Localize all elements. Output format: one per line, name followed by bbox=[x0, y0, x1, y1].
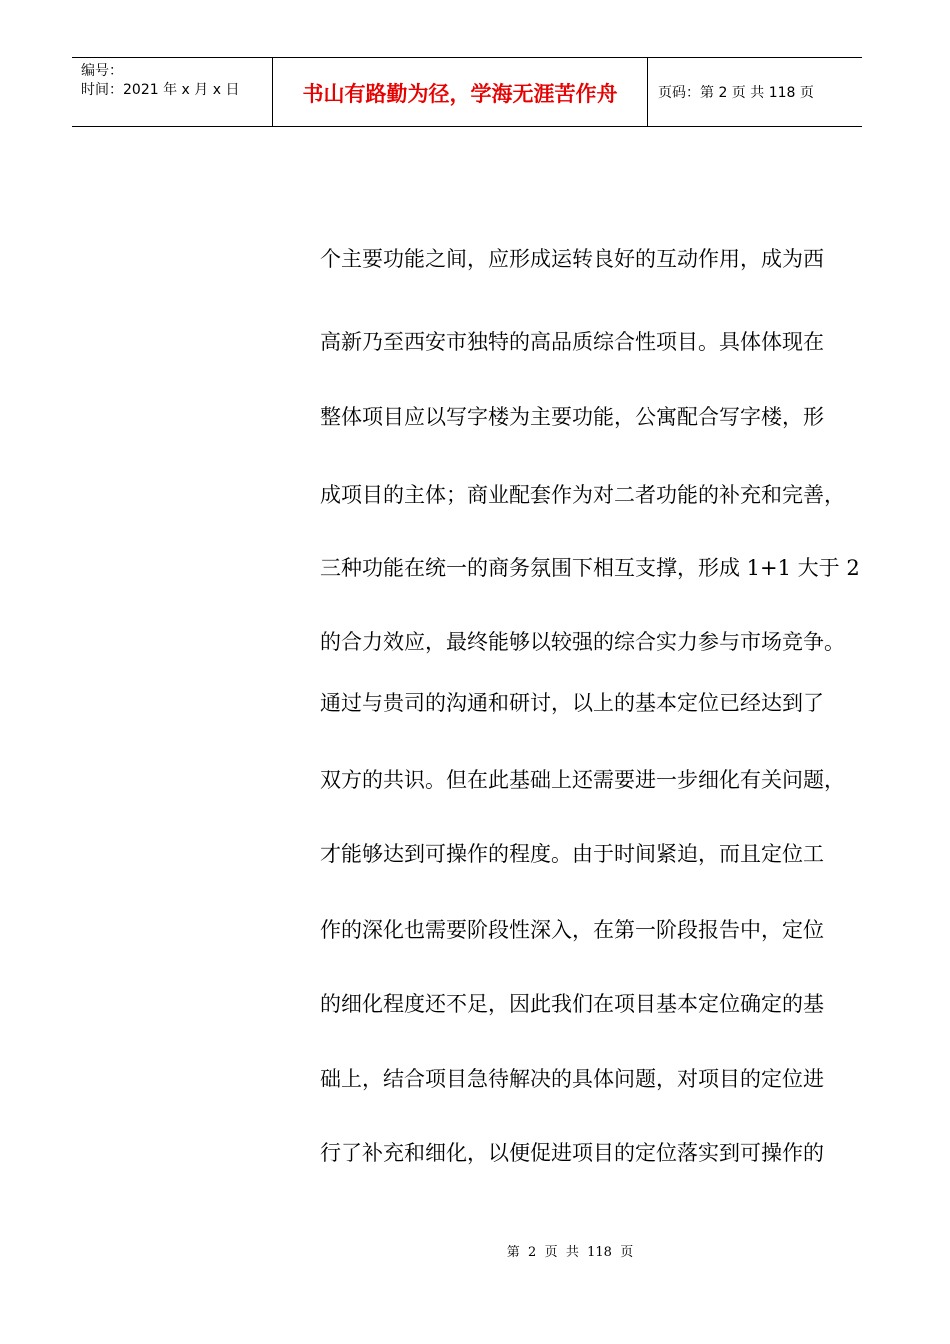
body-line: 的合力效应，最终能够以较强的综合实力参与市场竞争。 bbox=[320, 630, 845, 654]
body-line: 双方的共识。但在此基础上还需要进一步细化有关问题， bbox=[320, 768, 845, 792]
body-line: 整体项目应以写字楼为主要功能，公寓配合写字楼，形 bbox=[320, 405, 824, 429]
header-meta-cell bbox=[72, 58, 273, 126]
body-line: 础上，结合项目急待解决的具体问题，对项目的定位进 bbox=[320, 1067, 824, 1091]
body-line: 成项目的主体；商业配套作为对二者功能的补充和完善， bbox=[320, 483, 845, 507]
body-line: 三种功能在统一的商务氛围下相互支撑，形成 1+1 大于 2 bbox=[320, 556, 860, 580]
page-footer: 第 2 页 共 118 页 bbox=[506, 1245, 634, 1260]
doc-time-label: 时间：2021 年 x 月 x 日 bbox=[81, 82, 240, 98]
document-header bbox=[72, 57, 862, 127]
body-line: 通过与贵司的沟通和研讨，以上的基本定位已经达到了 bbox=[320, 691, 824, 715]
motto-text: 书山有路勤为径，学海无涯苦作舟 bbox=[302, 81, 618, 106]
body-line: 的细化程度还不足，因此我们在项目基本定位确定的基 bbox=[320, 992, 824, 1016]
body-line: 行了补充和细化，以便促进项目的定位落实到可操作的 bbox=[320, 1141, 824, 1165]
body-line: 高新乃至西安市独特的高品质综合性项目。具体体现在 bbox=[320, 330, 824, 354]
doc-number-label: 编号： bbox=[81, 63, 123, 79]
body-line: 个主要功能之间，应形成运转良好的互动作用，成为西 bbox=[320, 247, 824, 271]
header-motto-cell bbox=[273, 58, 648, 126]
body-line: 才能够达到可操作的程度。由于时间紧迫，而且定位工 bbox=[320, 842, 824, 866]
header-page-cell bbox=[648, 58, 862, 126]
body-line: 作的深化也需要阶段性深入，在第一阶段报告中，定位 bbox=[320, 918, 824, 942]
header-page-info: 页码：第 2 页 共 118 页 bbox=[658, 85, 814, 101]
